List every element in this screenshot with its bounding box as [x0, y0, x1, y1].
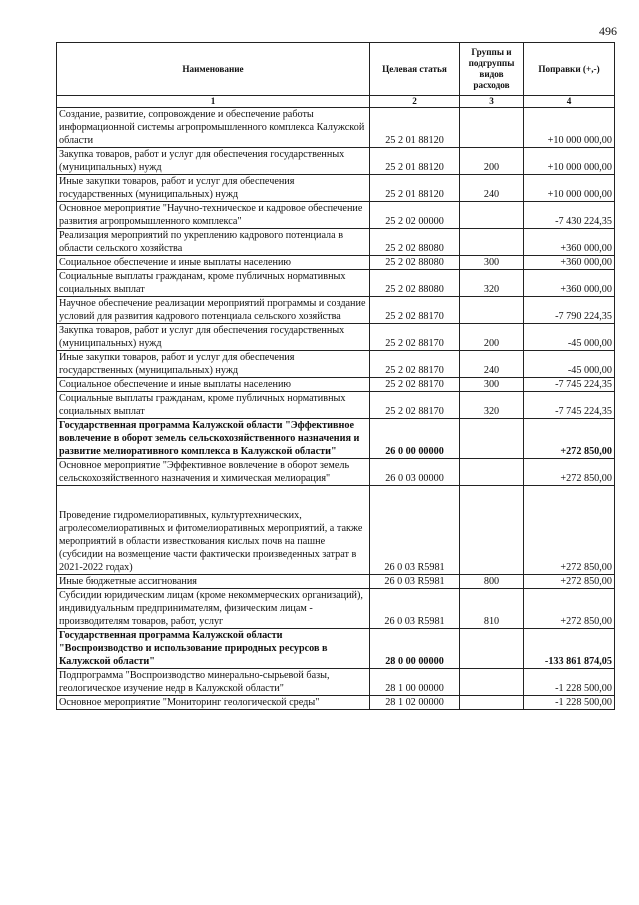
table-row [57, 589, 615, 629]
row-target-article-cell: 25 2 01 88120 [370, 148, 460, 175]
row-name-cell: Закупка товаров, работ и услуг для обеспечения государственных (муниципальных) нужд [57, 324, 370, 351]
table-row [57, 229, 615, 256]
table-row [57, 419, 615, 459]
table-row [57, 459, 615, 486]
row-target-article-cell: 28 0 00 00000 [370, 629, 460, 669]
row-expense-group-cell: 240 [460, 175, 524, 202]
row-expense-group-cell [460, 108, 524, 148]
budget-amendments-table [56, 42, 615, 710]
row-name-cell: Подпрограмма "Воспроизводство минерально-сырьевой базы, геологическое изучение недр в Калужской области" [57, 669, 370, 696]
row-target-article-cell: 25 2 02 88080 [370, 229, 460, 256]
column-index: 4 [524, 96, 615, 108]
row-target-article-cell: 25 2 02 88080 [370, 270, 460, 297]
row-amount-cell: -1 228 500,00 [524, 696, 615, 710]
row-expense-group-cell: 320 [460, 270, 524, 297]
table-row [57, 297, 615, 324]
row-amount-cell: +272 850,00 [524, 486, 615, 575]
row-name-cell: Социальные выплаты гражданам, кроме публичных нормативных социальных выплат [57, 392, 370, 419]
row-target-article-cell: 25 2 02 88170 [370, 351, 460, 378]
row-expense-group-cell [460, 696, 524, 710]
table-row [57, 324, 615, 351]
row-name-cell: Социальное обеспечение и иные выплаты населению [57, 256, 370, 270]
row-expense-group-cell [460, 459, 524, 486]
row-name-cell: Создание, развитие, сопровождение и обеспечение работы информационной системы агропромышленного комплекса Калужской области [57, 108, 370, 148]
row-target-article-cell: 25 2 02 88080 [370, 256, 460, 270]
row-amount-cell: +272 850,00 [524, 459, 615, 486]
row-name-cell: Реализация мероприятий по укреплению кадрового потенциала в области сельского хозяйства [57, 229, 370, 256]
row-expense-group-cell [460, 297, 524, 324]
row-amount-cell: -133 861 874,05 [524, 629, 615, 669]
row-amount-cell: +272 850,00 [524, 589, 615, 629]
row-amount-cell: +272 850,00 [524, 419, 615, 459]
row-name-cell: Основное мероприятие "Эффективное вовлечение в оборот земель сельскохозяйственного назначения и химическая мелиорация" [57, 459, 370, 486]
row-target-article-cell: 25 2 01 88120 [370, 175, 460, 202]
row-expense-group-cell: 300 [460, 256, 524, 270]
row-name-cell: Закупка товаров, работ и услуг для обеспечения государственных (муниципальных) нужд [57, 148, 370, 175]
row-name-cell: Иные закупки товаров, работ и услуг для обеспечения государственных (муниципальных) нужд [57, 351, 370, 378]
row-amount-cell: +360 000,00 [524, 270, 615, 297]
row-name-cell: Государственная программа Калужской области "Эффективное вовлечение в оборот земель сельскохозяйственного назначения и развитие мелиоративного комплекса в Калужской области" [57, 419, 370, 459]
table-row [57, 696, 615, 710]
table-row [57, 108, 615, 148]
row-amount-cell: +10 000 000,00 [524, 148, 615, 175]
row-amount-cell: +360 000,00 [524, 256, 615, 270]
row-amount-cell: +10 000 000,00 [524, 175, 615, 202]
row-expense-group-cell [460, 229, 524, 256]
table-row [57, 392, 615, 419]
row-expense-group-cell [460, 669, 524, 696]
row-expense-group-cell: 810 [460, 589, 524, 629]
row-amount-cell: +360 000,00 [524, 229, 615, 256]
table-row [57, 669, 615, 696]
table-row [57, 256, 615, 270]
row-amount-cell: -7 745 224,35 [524, 378, 615, 392]
row-target-article-cell: 25 2 02 88170 [370, 392, 460, 419]
row-amount-cell: -7 790 224,35 [524, 297, 615, 324]
table-row [57, 351, 615, 378]
column-index: 2 [370, 96, 460, 108]
row-amount-cell: -1 228 500,00 [524, 669, 615, 696]
row-amount-cell: -7 745 224,35 [524, 392, 615, 419]
table-row [57, 629, 615, 669]
row-expense-group-cell: 200 [460, 324, 524, 351]
table-header-row [57, 43, 615, 96]
column-header-expense-groups: Группы и подгруппы видов расходов [460, 43, 524, 96]
row-target-article-cell: 26 0 03 R5981 [370, 589, 460, 629]
row-expense-group-cell [460, 486, 524, 575]
row-name-cell: Социальное обеспечение и иные выплаты населению [57, 378, 370, 392]
table-row [57, 175, 615, 202]
row-name-cell: Основное мероприятие "Научно-техническое и кадровое обеспечение развития агропромышленного комплекса" [57, 202, 370, 229]
column-header-target-article: Целевая статья [370, 43, 460, 96]
column-header-amendments: Поправки (+,-) [524, 43, 615, 96]
row-target-article-cell: 28 1 02 00000 [370, 696, 460, 710]
table-row [57, 202, 615, 229]
row-target-article-cell: 26 0 03 R5981 [370, 486, 460, 575]
row-name-cell: Иные бюджетные ассигнования [57, 575, 370, 589]
row-amount-cell: -45 000,00 [524, 324, 615, 351]
table-row [57, 378, 615, 392]
row-target-article-cell: 25 2 02 88170 [370, 297, 460, 324]
row-target-article-cell: 28 1 00 00000 [370, 669, 460, 696]
row-expense-group-cell [460, 629, 524, 669]
row-target-article-cell: 26 0 00 00000 [370, 419, 460, 459]
row-name-cell: Иные закупки товаров, работ и услуг для обеспечения государственных (муниципальных) нужд [57, 175, 370, 202]
row-expense-group-cell: 200 [460, 148, 524, 175]
row-expense-group-cell: 800 [460, 575, 524, 589]
row-expense-group-cell: 320 [460, 392, 524, 419]
row-name-cell: Проведение гидромелиоративных, культуртехнических, агролесомелиоративных и фитомелиоративных мероприятий, а также мероприятий в области известкования кислых почв на пашне (субсидии на возмещение части фактически произведенных затрат в 2021-2022 годах) [57, 486, 370, 575]
row-name-cell: Субсидии юридическим лицам (кроме некоммерческих организаций), индивидуальным предпринимателям, физическим лицам - производителям товаров, работ, услуг [57, 589, 370, 629]
row-expense-group-cell [460, 202, 524, 229]
row-expense-group-cell [460, 419, 524, 459]
row-amount-cell: -7 430 224,35 [524, 202, 615, 229]
row-name-cell: Научное обеспечение реализации мероприятий программы и создание условий для развития кадрового потенциала сельского хозяйства [57, 297, 370, 324]
row-expense-group-cell: 300 [460, 378, 524, 392]
row-target-article-cell: 26 0 03 R5981 [370, 575, 460, 589]
table-row [57, 486, 615, 575]
row-amount-cell: +10 000 000,00 [524, 108, 615, 148]
row-target-article-cell: 25 2 01 88120 [370, 108, 460, 148]
page-number: 496 [599, 24, 617, 38]
row-target-article-cell: 26 0 03 00000 [370, 459, 460, 486]
row-name-cell: Социальные выплаты гражданам, кроме публичных нормативных социальных выплат [57, 270, 370, 297]
column-header-name: Наименование [57, 43, 370, 96]
row-name-cell: Государственная программа Калужской области "Воспроизводство и использование природных ресурсов в Калужской области" [57, 629, 370, 669]
column-index: 1 [57, 96, 370, 108]
table-index-row [57, 96, 615, 108]
column-index: 3 [460, 96, 524, 108]
table-row [57, 270, 615, 297]
row-target-article-cell: 25 2 02 88170 [370, 378, 460, 392]
row-target-article-cell: 25 2 02 88170 [370, 324, 460, 351]
row-name-cell: Основное мероприятие "Мониторинг геологической среды" [57, 696, 370, 710]
row-target-article-cell: 25 2 02 00000 [370, 202, 460, 229]
table-row [57, 148, 615, 175]
row-expense-group-cell: 240 [460, 351, 524, 378]
row-amount-cell: -45 000,00 [524, 351, 615, 378]
table-row [57, 575, 615, 589]
row-amount-cell: +272 850,00 [524, 575, 615, 589]
